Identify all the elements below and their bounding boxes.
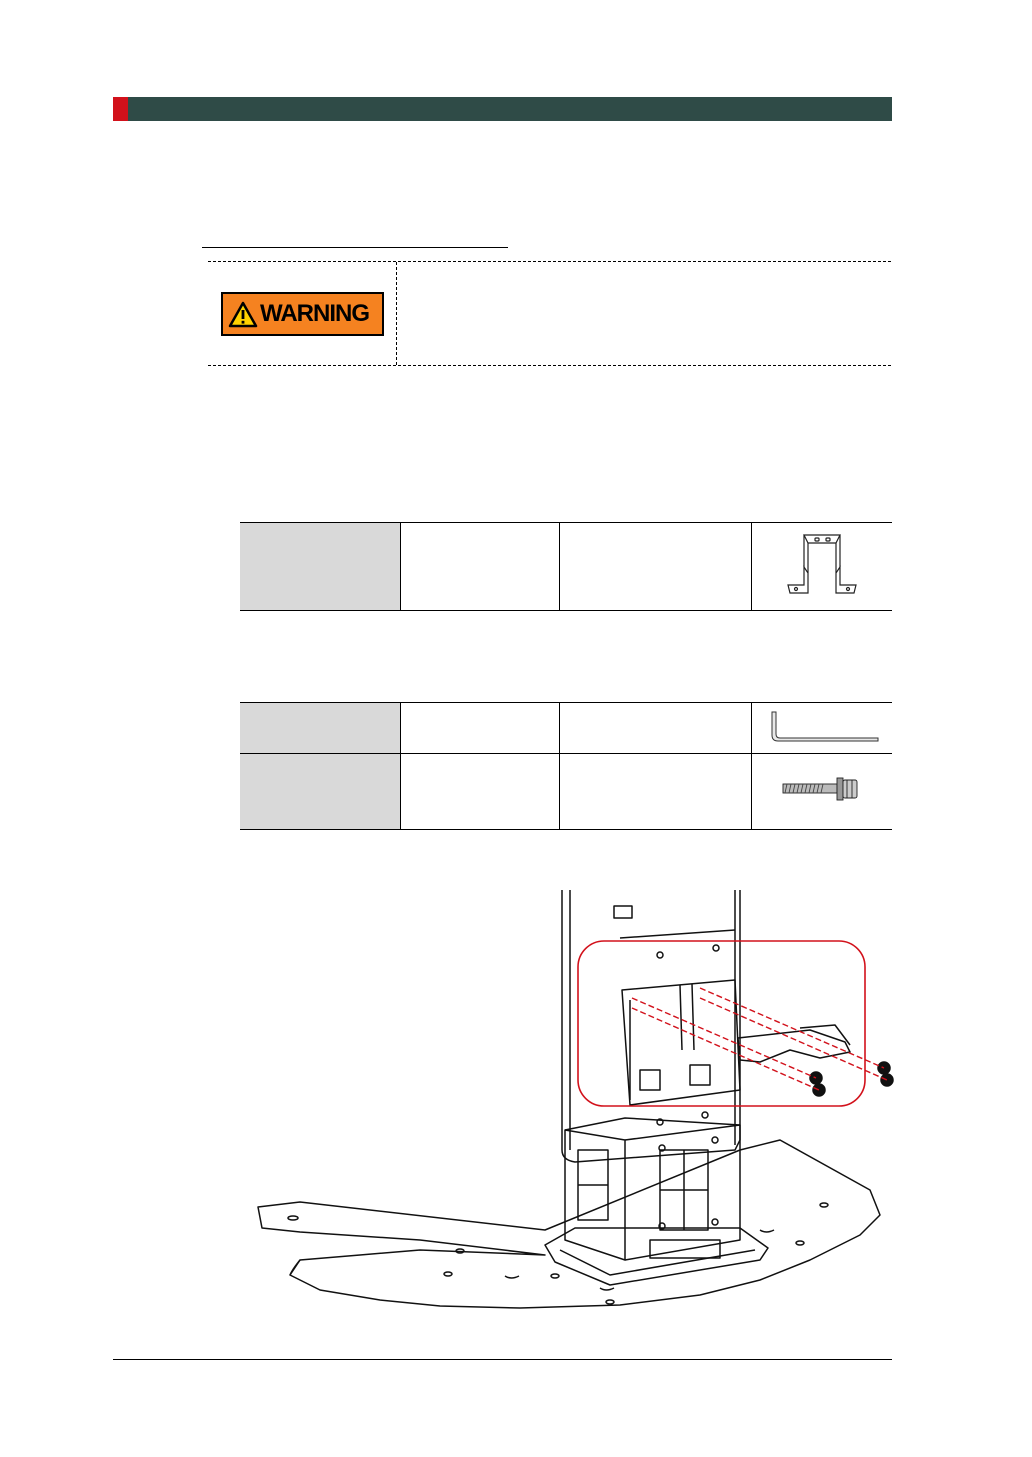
warning-label: WARNING (260, 300, 369, 327)
section-heading-underline (202, 247, 508, 248)
table-row (240, 523, 892, 611)
part-quantity-cell (400, 523, 559, 611)
part-name-cell (240, 754, 400, 830)
footer-rule (113, 1359, 892, 1360)
part-image-cell (751, 523, 892, 611)
chapter-header-accent (113, 97, 128, 121)
part-image-cell (751, 703, 892, 754)
table-row (240, 703, 892, 754)
parts-table-tools (240, 702, 892, 830)
warning-triangle-icon (228, 301, 258, 328)
parts-table-bracket (240, 522, 892, 611)
part-quantity-cell (400, 703, 559, 754)
part-image-cell (751, 754, 892, 830)
hex-key-illustration (762, 706, 882, 746)
warning-box (208, 261, 891, 366)
warning-sign (221, 292, 384, 336)
part-spec-cell (559, 754, 751, 830)
table-row (240, 754, 892, 830)
part-spec-cell (559, 523, 751, 611)
part-spec-cell (559, 703, 751, 754)
bracket-illustration (782, 529, 862, 599)
bolt-illustration (777, 772, 867, 806)
warning-divider (396, 262, 397, 365)
column-base-assembly-illustration (240, 880, 900, 1320)
part-quantity-cell (400, 754, 559, 830)
chapter-header-bar (113, 97, 892, 121)
part-name-cell (240, 523, 400, 611)
part-name-cell (240, 703, 400, 754)
